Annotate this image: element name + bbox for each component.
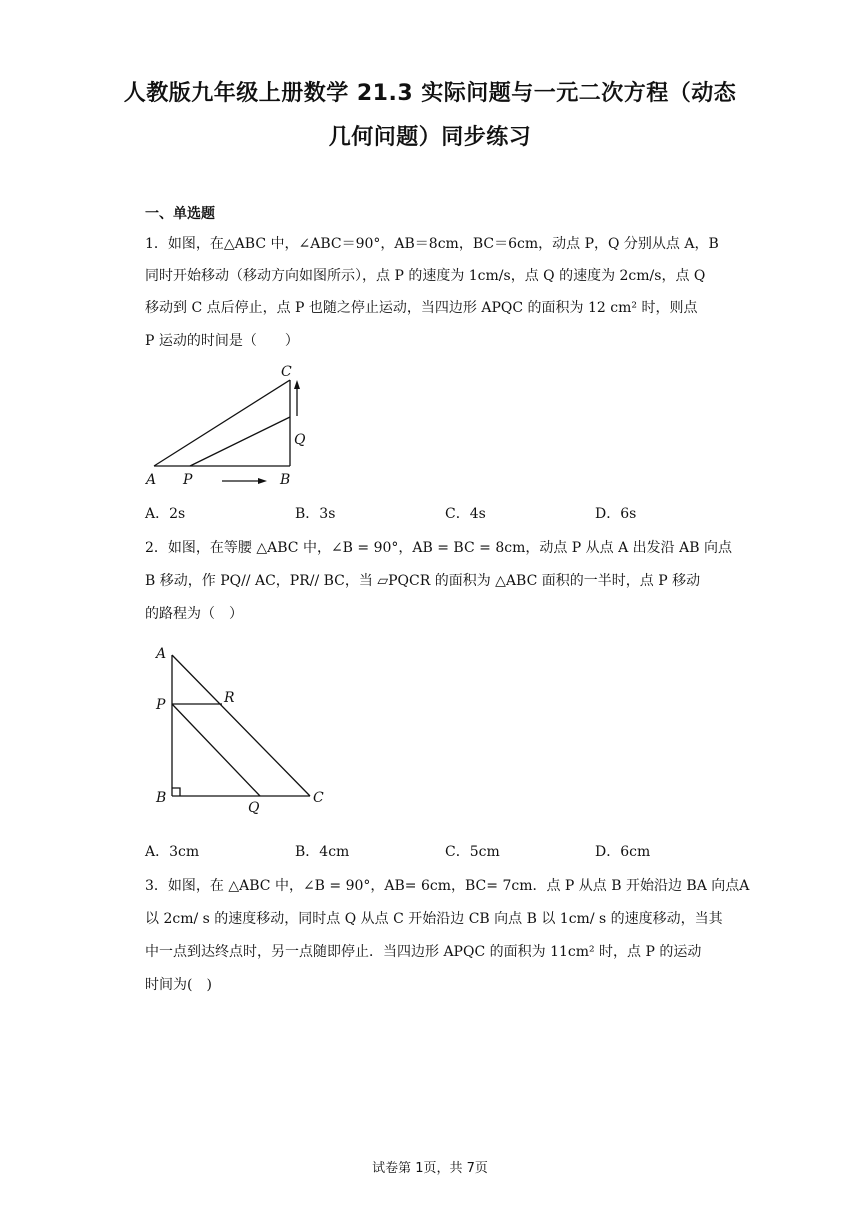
q2-figure — [150, 640, 340, 820]
q2-option-c[interactable]: C．5cm — [445, 844, 500, 860]
q1-label-p: P — [183, 472, 193, 488]
document-title-line-1: 人教版九年级上册数学 21.3 实际问题与一元二次方程（动态 — [123, 81, 737, 106]
q1-line-3: 移动到 C 点后停止，点 P 也随之停止运动，当四边形 APQC 的面积为 12 cm² 时，则点 — [145, 300, 698, 316]
q2-label-r: R — [224, 690, 235, 706]
q1-arrowhead-up — [294, 380, 300, 389]
q1-arrowhead-right — [258, 478, 267, 484]
q1-label-q: Q — [294, 432, 306, 448]
q1-option-a[interactable]: A．2s — [145, 506, 186, 522]
q1-figure — [140, 360, 320, 490]
q2-right-angle-mark — [172, 788, 180, 796]
q2-line-2: B 移动，作 PQ// AC，PR// BC，当 ▱PQCR 的面积为 △ABC 面积的一半时，点 P 移动 — [145, 573, 701, 589]
q2-line-1: 2．如图，在等腰 △ABC 中，∠B = 90°，AB = BC = 8cm，动点 P 从点 A 出发沿 AB 向点 — [145, 540, 732, 556]
q2-label-a: A — [156, 646, 167, 662]
q2-label-c: C — [313, 790, 324, 806]
q2-label-p: P — [156, 697, 166, 713]
q1-line-2: 同时开始移动（移动方向如图所示），点 P 的速度为 1cm/s，点 Q 的速度为 2cm/s，点 Q — [145, 268, 706, 284]
section-heading: 一、单选题 — [145, 206, 215, 222]
q3-line-2: 以 2cm/ s 的速度移动，同时点 Q 从点 C 开始沿边 CB 向点 B 以 1cm/ s 的速度移动，当其 — [145, 911, 723, 927]
q1-label-b: B — [280, 472, 291, 488]
q1-label-a: A — [146, 472, 157, 488]
q2-option-a[interactable]: A．3cm — [145, 844, 200, 860]
q1-option-c[interactable]: C．4s — [445, 506, 486, 522]
q3-line-3: 中一点到达终点时，另一点随即停止．当四边形 APQC 的面积为 11cm² 时，点 P 的运动 — [145, 944, 702, 960]
q2-option-b[interactable]: B．4cm — [295, 844, 350, 860]
q2-segment-pq — [172, 704, 260, 796]
q1-option-d[interactable]: D．6s — [595, 506, 637, 522]
q2-option-d[interactable]: D．6cm — [595, 844, 651, 860]
q3-line-1: 3．如图，在 △ABC 中，∠B = 90°，AB= 6cm，BC= 7cm．点 P 从点 B 开始沿边 BA 向点A — [145, 878, 750, 894]
q1-line-4: P 运动的时间是（ ） — [145, 333, 299, 349]
q2-label-b: B — [156, 790, 167, 806]
q1-segment-pq — [190, 417, 290, 466]
page-footer: 试卷第 1页，共 7页 — [372, 1161, 488, 1176]
q1-label-c: C — [281, 364, 292, 380]
q1-option-b[interactable]: B．3s — [295, 506, 336, 522]
q3-line-4: 时间为( ) — [145, 977, 212, 993]
q2-label-q: Q — [248, 800, 260, 816]
q2-line-3: 的路程为（ ） — [145, 606, 243, 622]
q1-segment-ac — [154, 380, 290, 466]
document-title-line-2: 几何问题）同步练习 — [328, 125, 532, 150]
q1-line-1: 1．如图，在△ABC 中，∠ABC＝90°，AB＝8cm，BC＝6cm，动点 P，Q 分别从点 A，B — [145, 236, 719, 252]
